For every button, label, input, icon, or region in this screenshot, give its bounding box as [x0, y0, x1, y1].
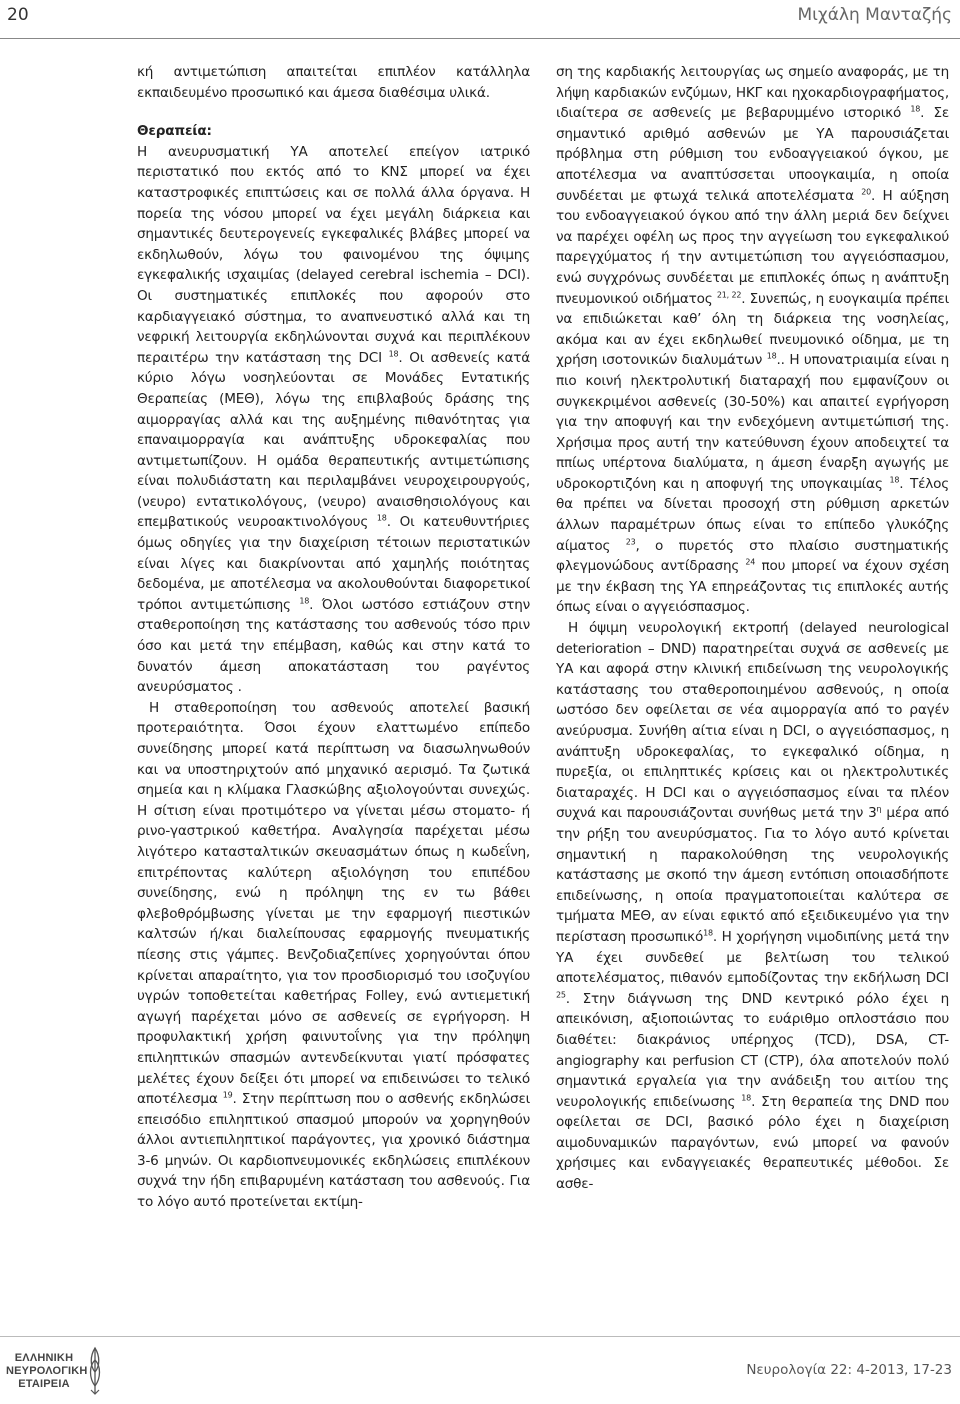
citation: 21, 22: [716, 290, 742, 299]
paragraph: Η σταθεροποίηση του ασθενούς αποτελεί βασική προτεραιότητα. Όσοι έχουν ελαττωμένο επίπεδο συνείδησης μπορεί κατά περίπτωση να διασωληνωθούν και να υποστηριχτούν από μηχανικό αερισμό. Τα ζωτικά σημεία και η κλίμακα Γλασκώβης αξιολογούνται συνεχώς. Η σίτιση είναι προτιμότερο να γίνεται μέσω στοματο- ή ρινο-γαστρικού καθετήρα. Αναλγησία παρέχεται μέσω λιγότερο κατασταλτικών σκευασμάτων όπως η κωδεΐνη, επιτρέποντας καλύτερη αξιολόγηση του επιπέδου συνείδησης, ενώ η πρόληψη της εν τω βάθει φλεβοθρόμβωσης γίνεται με την εφαρμογή πιεστικών καλτσών ή/και διαλείπουσας εφαρμογής πνευματικής πίεσης στις γάμπες. Βενζοδιαζεπίνες χορηγούνται όπου κρίνεται απαραίτητο, για τον προσδιορισμό του ισοζυγίου υγρών τοποθετείται καθετήρας Folley, ενώ αντιεμετική αγωγή παρέχεται μόνο σε ασθενείς σε εγρήγορση. Η προφυλακτική χρήση φαινυτοΐνης για την πρόληψη επιληπτικών σπασμών αντενδείκνυται γιατί πρόσφατες μελέτες έχουν δείξει ότι μπορεί να επιδεινώσει το τελικό αποτέλεσμα $^{19}$. Στην περίπτωση που ο ασθενής εκδηλώσει επεισόδιο επιληπτικού σπασμού μπορούν να χορηγηθούν άλλοι αντιεπιληπτικοί παράγοντες, για χρονικό διάστημα 3-6 μηνών. Οι καρδιοπνευμονικές εκδηλώσεις επιπλέκουν συχνά την ήδη επιβαρυμένη κατάσταση του ασθενούς. Για το λόγο αυτό προτείνεται εκτίμη-: [137, 699, 530, 1211]
running-author: Μιχάλη Μανταζής: [797, 5, 952, 25]
page-number: 20: [7, 5, 29, 25]
section-heading: Θεραπεία:: [137, 123, 212, 140]
citation: 18: [388, 349, 399, 359]
logo-line: ΕΤΑΙΡΕΙΑ: [18, 1378, 70, 1390]
citation: 18: [299, 596, 310, 606]
right-column: [556, 62, 949, 1195]
citation: 24: [745, 557, 756, 567]
header-rule: [0, 38, 960, 39]
paragraph: Η ανευρυσματική ΥΑ αποτελεί επείγον ιατρικό περιστατικό που εκτός από το ΚΝΣ μπορεί να έχει καταστροφικές επιπτώσεις και σε πολλά άλλα όργανα. Η πορεία της νόσου μπορεί να έχει μεγάλη διάρκεια και σημαντικές δευτερογενείς εγκεφαλικές βλάβες μπορεί να εκδηλωθούν, λόγω του φαινομένου της όψιμης εγκεφαλικής ισχαιμίας (delayed cerebral ischemia – DCI). Οι συστηματικές επιπλοκές που αφορούν στο καρδιαγγειακό σύστημα, το αναπνευστικό αλλά και τη νεφρική λειτουργία εκδηλώνονται συχνά και περιπλέκουν περαιτέρω την κατάσταση της DCI $^{18}$. Οι ασθενείς κατά κύριο λόγω νοσηλεύονται σε Μονάδες Εντατικής Θεραπείας (ΜΕΘ), λόγω της επιβλαβούς δράσης της αιμορραγίας αλλά και της αυξημένης πιθανότητας για επαναιμορραγία και ανάπτυξης υδροκεφαλίας που αντιμετωπίζουν. Η ομάδα θεραπευτικής αντιμετώπισης είναι πολυδιάστατη και περιλαμβάνει νευροχειρουργούς, (νευρο) εντατικολόγους, (νευρο) αναισθησιολόγους και επεμβατικούς νευροακτινολόγους $^{18}$. Οι κατευθυντήριες όμως οδηγίες για την διαχείριση τέτοιων περιστατικών είναι λίγες και διακρίνονται από χαμηλής ποιότητας δεδομένα, με αποτέλεσμα να ακολουθούνται διαφορετικοί τρόποι αντιμετώπισης $^{18}$. Όλοι ωστόσο εστιάζουν στην σταθεροποίηση της κατάστασης του ασθενούς τόσο πριν όσο και μετά την επέμβαση, καθώς και στην κατά το δυνατόν άμεση αποκατάσταση του ραγέντος ανευρύσματος .: [137, 143, 531, 696]
citation: 18: [703, 928, 713, 938]
logo-line: ΝΕΥΡΟΛΟΓΙΚΗ: [6, 1365, 88, 1377]
society-emblem-icon: [86, 1346, 104, 1396]
logo-line: ΕΛΛΗΝΙΚΗ: [14, 1352, 74, 1364]
citation: 18: [910, 104, 921, 114]
society-logo-text: [6, 1352, 88, 1391]
page-header: [0, 0, 960, 40]
footer-rule: [0, 1336, 960, 1337]
citation: 23: [625, 537, 636, 547]
citation: 18: [889, 475, 900, 485]
paragraph: Η όψιμη νευρολογική εκτροπή (delayed neurological deterioration – DND) παρατηρείται συχνά σε ασθενείς με ΥΑ και αφορά στην κλινική επιδείνωση της νευρολογικής κατάστασης του σταθεροποιημένου ασθενούς, η οποία ωστόσο δεν οφείλεται σε νέα αιμορραγία από το ραγέν ανεύρυσμα. Συνήθη αίτια είναι η DCI, ο αγγειόσπασμος, η ανάπτυξη υδροκεφαλίας, το εγκεφαλικό οίδημα, η πυρεξία, οι επιληπτικές κρίσεις και οι ηλεκτρολυτικές διαταραχές. Η DCI και ο αγγειόσπασμος είναι τα πλέον συχνά και παρουσιάζονται συνήθως μετά την $3^\eta$ μέρα από την ρήξη του ανευρύσματος. Για το λόγο αυτό κρίνεται σημαντική η παρακολούθηση της νευρολογικής κατάστασης με σκοπό την άμεση εντόπιση οποιασδήποτε επιδείνωσης, η οποία πραγματοποιείται καλύτερα σε τμήματα ΜΕΘ, αν είναι εφικτό από εξειδικευμένο για την περίσταση προσωπικό$^{18}$. Η χορήγηση νιμοδιπίνης μετά την ΥΑ έχει συνδεθεί με βελτίωση του τελικού αποτελέσματος, πιθανόν εμποδίζοντας την εκδήλωση DCI $^{25}$. Στην διάγνωση της DND κεντρικό ρόλο έχει η απεικόνιση, αξιοποιώντας το ευάριθμο οπλοστάσιο που διαθέτει: διακράνιος υπέρηχος (TCD), DSA, CT-angiography και perfusion CT (CTP), όλα αποτελούν πολύ σημαντικά εργαλεία για την ανάδειξη του αιτίου της νευρολογικής επιδείνωσης $^{18}$. Στη θεραπεία της DND που οφείλεται σε DCI, βασικό ρόλο έχει η διαχείριση αιμοδυναμικών παραγόντων, ενώ μπορεί να φανούν χρήσιμες και ενδαγγειακές θεραπευτικές μέθοδοι. Σε ασθε-: [556, 620, 949, 1193]
citation: 20: [861, 187, 872, 197]
paragraph: κή αντιμετώπιση απαιτείται επιπλέον κατάλληλα εκπαιδευμένο προσωπικό και άμεσα διαθέσιμα υλικά.: [137, 64, 530, 101]
left-column: [137, 62, 530, 1213]
superscript: η: [876, 804, 882, 814]
citation: 18: [741, 1093, 752, 1103]
paragraph: ση της καρδιακής λειτουργίας ως σημείο αναφοράς, με τη λήψη καρδιακών ενζύμων, ΗΚΓ και ηχοκαρδιογραφήματος, ιδιαίτερα σε ασθενείς με βεβαρυμμένο ιστορικό $^{18}$. Σε σημαντικό αριθμό ασθενών με ΥΑ παρουσιάζεται πρόβλημα στη ρύθμιση του ενδοαγγειακού όγκου, με αποτέλεσμα να αναπτύσσεται υποογκαιμία, η οποία συνδέεται με φτωχά τελικά αποτελέσματα $^{20}$. Η αύξηση του ενδοαγγειακού όγκου από την άλλη μεριά δεν δείχνει να παρέχει οφέλη ως προς την αγγείωση του εγκεφαλικού παρεγχύματος ή την αντιμετώπιση του αγγειόσπασμου, ενώ συγχρόνως συνδέεται με επιπλοκές όπως η ανάπτυξη πνευμονικού οιδήματος $^{21, 22}$. Συνεπώς, η ευογκαιμία πρέπει να επιδιώκεται καθ’ όλη τη διάρκεια της νοσηλείας, ακόμα και αν έχει εκδηλωθεί πνευμονικό οίδημα, με τη χρήση ισοτονικών διαλυμάτων $^{18}$.. Η υπονατριαιμία είναι η πιο κοινή ηλεκτρολυτική διαταραχή που εμφανίζουν οι συγκεκριμένοι ασθενείς (30-50%) και απαιτεί εγρήγορση για την αποφυγή και την ενδεχόμενη αντιμετώπισή της. Χρήσιμα προς αυτή την κατεύθυνση έχουν αποδειχτεί τα ππίως υπέρτονα διαλύματα, η άμεση έναρξη αγωγής με υδροκορτιζόνη και η αποφυγή της υπογκαιμίας $^{18}$. Τέλος θα πρέπει να δίνεται προσοχή στη ρύθμιση αρκετών άλλων παραμέτρων όπως είναι το επίπεδο γλυκόζης αίματος $^{23}$, ο πυρετός στο πλαίσιο συστηματικής φλεγμονώδους αντίδρασης $^{24}$ που μπορεί να έχουν σχέση με την έκβαση της ΥΑ επηρεάζοντας τις επιπλοκές αυτής όπως είναι ο αγγειόσπασμος.: [556, 64, 950, 616]
citation: 25: [556, 990, 566, 1000]
citation: 18: [376, 513, 387, 523]
citation: 18: [766, 351, 777, 361]
citation: 19: [222, 1090, 233, 1100]
journal-reference: Νευρολογία 22: 4-2013, 17-23: [746, 1362, 952, 1378]
